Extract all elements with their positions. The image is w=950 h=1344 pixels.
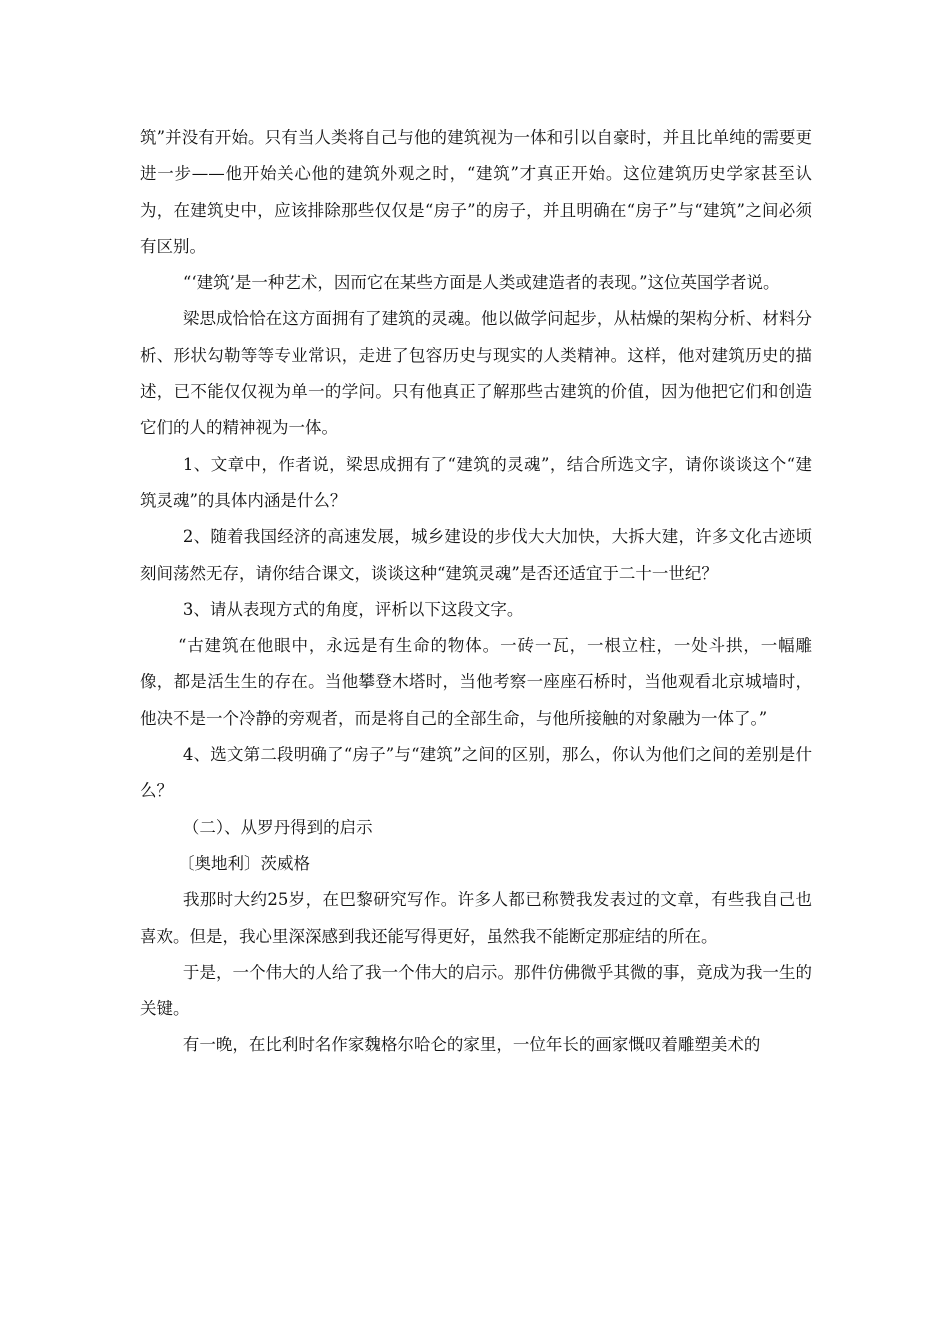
paragraph-liang-sicheng-soul: 梁思成恰恰在这方面拥有了建筑的灵魂。他以做学问起步，从枯燥的架构分析、材料分析、形状勾勒等等专业常识，走进了包容历史与现实的人类精神。这样，他对建筑历史的描述，已不能仅仅视为单一的学问。只有他真正了解那些古建筑的价值，因为他把它们和创造它们的人的精神视为一体。 [140, 309, 812, 438]
quoted-passage: “古建筑在他眼中，永远是有生命的物体。一砖一瓦，一根立柱，一处斗拱，一幅雕像，都是活生生的存在。当他攀登木塔时，当他考察一座座石桥时，当他观看北京城墙时，他决不是一个冷静的旁观者，而是将自己的全部生命，与他所接触的对象融为一体了。” [140, 636, 812, 728]
question-2: 2、随着我国经济的高速发展，城乡建设的步伐大大加快，大拆大建，许多文化古迹顷刻间荡然无存，请你结合课文，谈谈这种“建筑灵魂”是否还适宜于二十一世纪？ [140, 527, 812, 583]
section-heading: （二）、从罗丹得到的启示 [182, 817, 373, 837]
paragraph-architecture-definition: 筑”并没有开始。只有当人类将自己与他的建筑视为一体和引以自豪时，并且比单纯的需要更进一步——他开始关心他的建筑外观之时，“建筑”才真正开始。这位建筑历史学家甚至认为，在建筑史中，应该排除那些仅仅是“房子”的房子，并且明确在“房子”与“建筑”之间必须有区别。 [140, 128, 812, 256]
paragraph-quote-english-scholar: “‘建筑’是一种艺术，因而它在某些方面是人类或建造者的表现。”这位英国学者说。 [182, 273, 780, 293]
paragraph-evening-story: 有一晚，在比利时名作家魏格尔哈仑的家里，一位年长的画家慨叹着雕塑美术的 [182, 1035, 761, 1055]
question-4: 4、选文第二段明确了“房子”与“建筑”之间的区别，那么，你认为他们之间的差别是什么？ [140, 745, 812, 801]
document-page [140, 120, 812, 1064]
question-1: 1、文章中，作者说，梁思成拥有了“建筑的灵魂”，结合所选文字，请你谈谈这个“建筑灵魂”的具体内涵是什么？ [140, 454, 812, 510]
paragraph-paris-writing: 我那时大约25岁，在巴黎研究写作。许多人都已称赞我发表过的文章，有些我自己也喜欢。但是，我心里深深感到我还能写得更好，虽然我不能断定那症结的所在。 [140, 890, 812, 946]
question-3: 3、请从表现方式的角度，评析以下这段文字。 [182, 599, 524, 619]
paragraph-great-revelation: 于是，一个伟大的人给了我一个伟大的启示。那件仿佛微乎其微的事，竟成为我一生的关键。 [140, 962, 812, 1019]
author-line: 〔奥地利〕茨威格 [177, 853, 310, 873]
